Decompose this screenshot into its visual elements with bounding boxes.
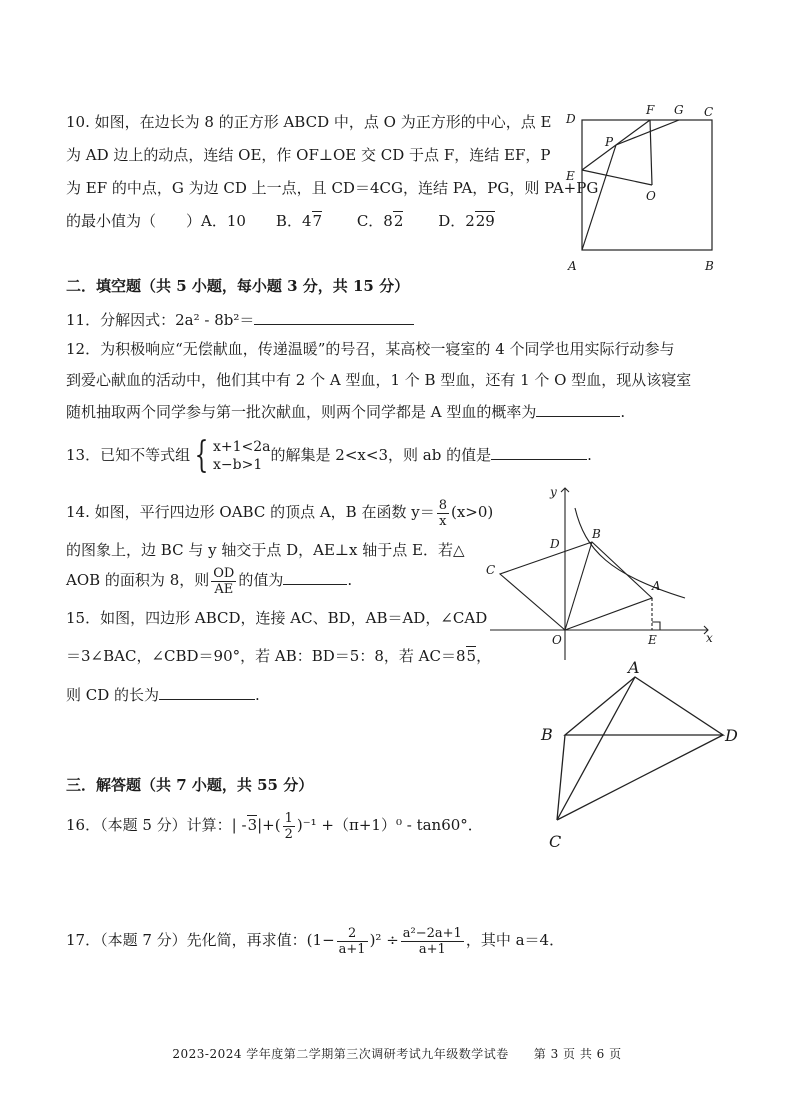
label-b: B — [592, 527, 601, 541]
label-g: G — [674, 103, 684, 117]
q13-suffix: 的解集是 2<x<3，则 ab 的值是 — [270, 446, 492, 464]
q15-line-2-suffix: ， — [476, 647, 492, 665]
q14-ratio-fraction: $\frac{OD}{AE}$ — [213, 565, 235, 597]
label-o: O — [552, 633, 562, 647]
q15-quadrilateral-figure — [535, 655, 750, 855]
q12-line-3: 随机抽取两个同学参与第一批次献血，则两个同学都是 A 型血的概率为 . — [66, 403, 626, 421]
q10-option-d: D．2 — [438, 212, 475, 230]
q10-line-3: 为 EF 的中点，G 为边 CD 上一点，且 CD＝4CG，连结 PA，PG，则 PA+PG — [66, 179, 599, 197]
q10-option-c-radical: 2 — [393, 212, 404, 230]
q13-prefix: 13．已知不等式组 — [66, 446, 191, 464]
q12-line-2: 到爱心献血的活动中，他们其中有 2 个 A 型血，1 个 B 型血，还有 1 个 O 型血，现从该寝室 — [66, 371, 692, 389]
q11-text: 11．分解因式：2a² - 8b²＝ — [66, 311, 255, 329]
label-a: A — [568, 259, 577, 273]
segment-of — [650, 120, 652, 185]
q15-line-1: 15．如图，四边形 ABCD，连接 AC、BD，AB＝AD，∠CAD — [66, 609, 488, 627]
right-angle-mark — [652, 622, 660, 630]
label-e: E — [566, 169, 575, 183]
label-a: A — [628, 658, 640, 677]
q14-answer-blank[interactable] — [283, 569, 347, 585]
label-p: P — [605, 135, 614, 149]
q17-suffix: ，其中 a＝4． — [465, 931, 565, 949]
segment-cd — [557, 735, 723, 820]
hyperbola-curve — [575, 508, 685, 598]
triangle-abd — [565, 677, 723, 735]
q16-fraction: $\frac{1}{2}$ — [284, 810, 293, 842]
label-e: E — [648, 633, 657, 647]
segment-pg — [616, 120, 679, 145]
q14-line-1-prefix: 14. 如图，平行四边形 OABC 的顶点 A，B 在函数 y＝ — [66, 503, 435, 521]
segment-ob — [565, 542, 592, 630]
q14-line-2: 的图象上，边 BC 与 y 轴交于点 D，AE⊥x 轴于点 E．若△ — [66, 541, 465, 559]
q15-radical: 5 — [466, 647, 477, 665]
section-2-title: 二．填空题（共 5 小题，每小题 3 分，共 15 分） — [66, 277, 410, 295]
segment-oe — [582, 170, 652, 185]
q11 — [66, 309, 414, 330]
q15-line-2 — [66, 646, 491, 666]
q10-line-2: 为 AD 边上的动点，连结 OE，作 OF⊥OE 交 CD 于点 F，连结 EF，P — [66, 146, 551, 164]
q15-line-3-text: 则 CD 的长为 — [66, 686, 160, 704]
q17-prefix: 17．（本题 7 分）先化简，再求值：(1− — [66, 931, 335, 949]
q16-mid-1: |+( — [257, 816, 281, 834]
q16 — [66, 808, 483, 842]
q17 — [66, 922, 564, 958]
label-f: F — [646, 103, 655, 117]
q14-line-1-suffix: (x>0) — [450, 503, 494, 521]
label-c: C — [549, 832, 562, 851]
q17-fraction-1: $\frac{2}{a+1}$ — [338, 925, 366, 957]
q15-answer-blank[interactable] — [159, 684, 255, 700]
label-b: B — [541, 725, 553, 744]
q16-radical: 3 — [247, 816, 258, 834]
q16-prefix: 16．（本题 5 分）计算：| - — [66, 816, 247, 834]
square-abcd — [582, 120, 712, 250]
q10-square-figure — [560, 100, 725, 275]
page-footer: 2023-2024 学年度第二学期第三次调研考试九年级数学试卷 第 3 页 共 6 页 — [172, 1047, 622, 1061]
q10-line-4 — [66, 211, 495, 231]
label-x: x — [706, 631, 713, 645]
label-c: C — [486, 563, 496, 577]
label-a: A — [652, 579, 661, 593]
q10-option-a-b: 的最小值为（ ）A．10 B．4 — [66, 212, 312, 230]
q10-option-c: C．8 — [356, 212, 393, 230]
parallelogram-oabc — [500, 542, 652, 630]
label-o: O — [646, 189, 656, 203]
q14-line-3-prefix: AOB 的面积为 8，则 — [66, 571, 210, 589]
q14-line-1 — [66, 496, 493, 529]
label-d: D — [725, 726, 738, 745]
label-d: D — [550, 537, 560, 551]
section-3-title: 三．解答题（共 7 小题，共 55 分） — [66, 776, 314, 794]
q11-answer-blank[interactable] — [254, 309, 414, 325]
segment-ac — [557, 677, 635, 820]
q12-line-1: 12．为积极响应“无偿献血，传递温暖”的号召，某高校一寝室的 4 个同学也用实际行动参与 — [66, 340, 675, 358]
q13-inequality-2: x−b>1 — [213, 457, 263, 473]
label-y: y — [550, 485, 557, 499]
q14-coordinate-figure — [480, 480, 720, 660]
q12-line-3-text: 随机抽取两个同学参与第一批次献血，则两个同学都是 A 型血的概率为 — [66, 403, 537, 421]
q14-line-3: AOB 的面积为 8，则 $\frac{OD}{AE}$ 的值为 . — [66, 565, 353, 597]
segment-pa — [582, 145, 616, 250]
label-c: C — [704, 105, 714, 119]
q12-answer-blank[interactable] — [536, 401, 620, 417]
label-d: D — [566, 112, 576, 126]
q13: 13．已知不等式组 { x+1<2a x−b>1 的解集是 2<x<3，则 ab 的值是 . — [66, 435, 592, 476]
label-b: B — [705, 259, 714, 273]
q13-inequality-1: x+1<2a — [213, 439, 271, 455]
q10-option-b-radical: 7 — [312, 212, 323, 230]
q10-line-1: 10. 如图，在边长为 8 的正方形 ABCD 中，点 O 为正方形的中心，点 E — [66, 113, 552, 131]
q17-mid: )² ÷ — [369, 931, 399, 949]
q14-line-3-suffix: 的值为 — [238, 571, 284, 589]
q10-option-d-radical: 29 — [475, 212, 495, 230]
q14-function-fraction: $\frac{8}{x}$ — [438, 497, 447, 529]
q13-inequality-system — [213, 438, 271, 474]
q15-line-3: 则 CD 的长为 . — [66, 686, 260, 704]
q16-mid-2: )⁻¹ +（π+1）⁰ - tan60°． — [296, 816, 483, 834]
q17-fraction-2: $\frac{\text{a²−2a+1}}{a+1}$ — [402, 925, 462, 957]
q13-answer-blank[interactable] — [491, 444, 587, 460]
q15-line-2-prefix: ＝3∠BAC，∠CBD＝90°，若 AB：BD＝5：8，若 AC＝8 — [66, 647, 466, 665]
